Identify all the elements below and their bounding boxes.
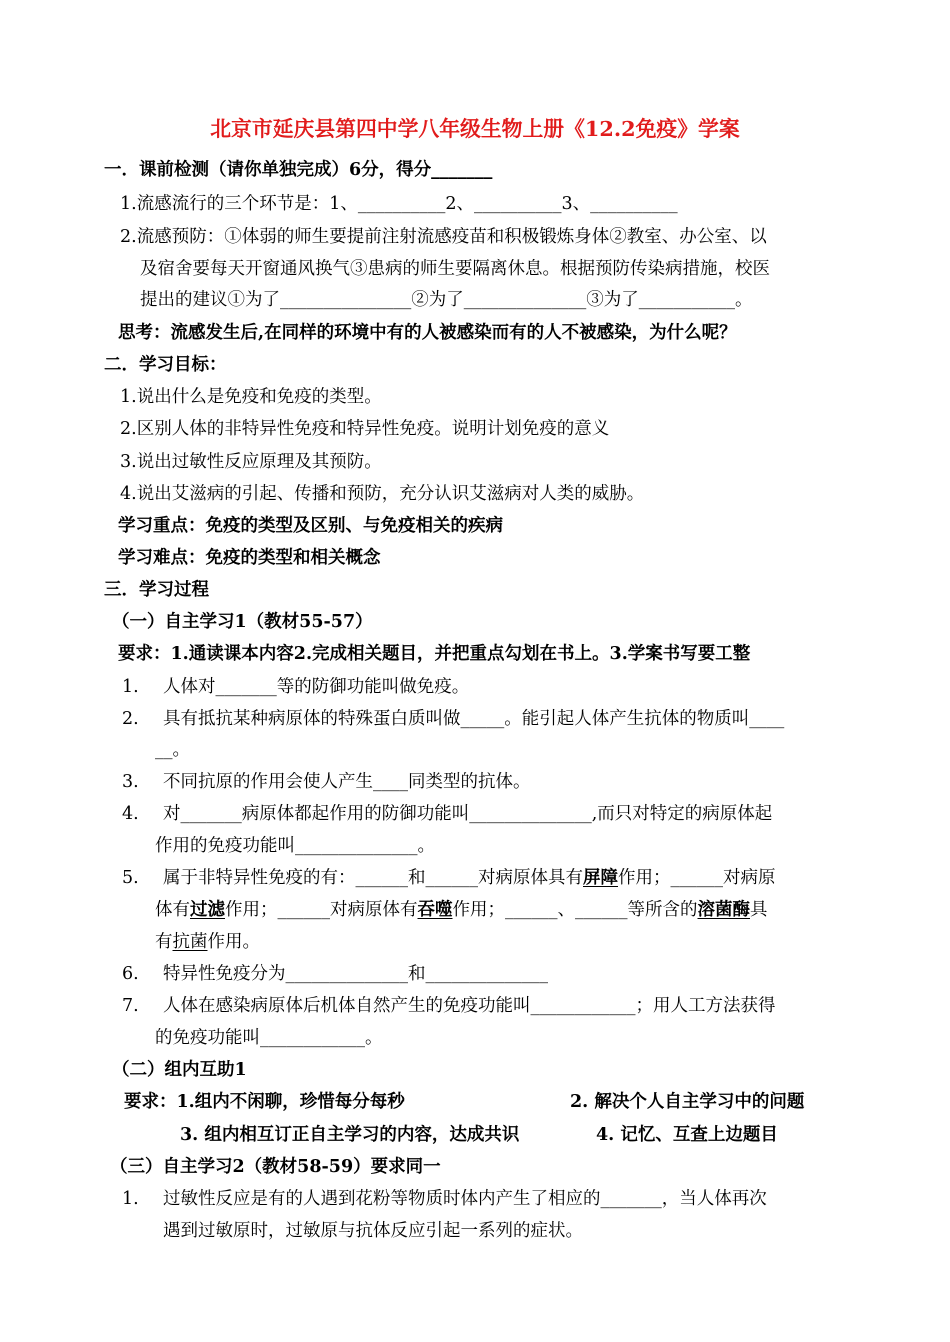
text-run: 作用。 xyxy=(207,932,260,952)
part-2-requirement-2: 2. 解决个人自主学习中的问题 xyxy=(570,1092,805,1112)
study-q7-line2: 的免疫功能叫____________。 xyxy=(155,1028,383,1048)
item-number: 7. xyxy=(122,996,139,1016)
precheck-q2-line1: 2.流感预防：①体弱的师生要提前注射流感疫苗和积极锻炼身体②教室、办公室、以 xyxy=(120,227,767,247)
text-run: 作用；______对病原 xyxy=(618,868,776,888)
think-question: 思考：流感发生后,在同样的环境中有的人被感染而有的人不被感染，为什么呢？ xyxy=(118,323,737,343)
part-2-requirement-3: 3. 组内相互订正自主学习的内容，达成共识 xyxy=(180,1125,520,1145)
text-run: 属于非特异性免疫的有：______和______对病原体具有 xyxy=(163,868,583,888)
text-run: 作用；______对病原体有 xyxy=(225,900,418,920)
text-run: 作用；______、______等所含的 xyxy=(452,900,698,920)
item-number: 6. xyxy=(122,964,139,984)
item-number: 3. xyxy=(122,772,139,792)
term-antibacterial: 抗菌 xyxy=(172,932,208,952)
goal-4: 4.说出艾滋病的引起、传播和预防，充分认识艾滋病对人类的威胁。 xyxy=(120,484,645,504)
study-q4-line2: 作用的免疫功能叫______________。 xyxy=(155,836,435,856)
term-phagocytosis: 吞噬 xyxy=(417,900,453,920)
key-point: 学习重点：免疫的类型及区别、与免疫相关的疾病 xyxy=(118,516,503,536)
page-title: 北京市延庆县第四中学八年级生物上册《12.2免疫》学案 xyxy=(210,116,740,141)
difficult-point: 学习难点：免疫的类型和相关概念 xyxy=(118,548,381,568)
part-1-heading: （一）自主学习1（教材55-57） xyxy=(112,612,373,632)
study-q4-line1: 对_______病原体都起作用的防御功能叫______________,而只对特定的病原体起 xyxy=(163,804,773,824)
goal-1: 1.说出什么是免疫和免疫的类型。 xyxy=(120,387,382,407)
section-2-heading: 二．学习目标： xyxy=(104,355,227,375)
goal-3: 3.说出过敏性反应原理及其预防。 xyxy=(120,452,382,472)
part-3-heading: （三）自主学习2（教材58-59）要求同一 xyxy=(110,1157,441,1177)
part-1-requirements: 要求：1.通读课本内容2.完成相关题目，并把重点勾划在书上。3.学案书写要工整 xyxy=(118,644,751,664)
item-number: 2. xyxy=(122,709,139,729)
study-q5-line2 xyxy=(155,897,768,923)
section-1-heading: 一．课前检测（请你单独完成）6分，得分_______ xyxy=(104,160,493,180)
item-number: 1. xyxy=(122,1189,139,1209)
study-q2-line2: __。 xyxy=(155,740,190,760)
study-q6: 特异性免疫分为______________和______________ xyxy=(163,964,548,984)
text-run: 体有 xyxy=(155,900,190,920)
precheck-q2-line2: 及宿舍要每天开窗通风换气③患病的师生要隔离休息。根据预防传染病措施，校医 xyxy=(140,259,770,279)
text-run: 具 xyxy=(750,900,768,920)
term-lysozyme: 溶菌酶 xyxy=(697,900,750,920)
item-number: 1. xyxy=(122,677,139,697)
term-filter: 过滤 xyxy=(190,900,225,920)
study-q7-line1: 人体在感染病原体后机体自然产生的免疫功能叫____________；用人工方法获得 xyxy=(163,996,776,1016)
study-q1: 人体对_______等的防御功能叫做免疫。 xyxy=(163,677,470,697)
study-q2-line1: 具有抵抗某种病原体的特殊蛋白质叫做_____。能引起人体产生抗体的物质叫____ xyxy=(163,709,785,729)
text-run: 有 xyxy=(155,932,173,952)
section-3-heading: 三．学习过程 xyxy=(104,580,209,600)
term-barrier: 屏障 xyxy=(583,868,618,888)
precheck-q1: 1.流感流行的三个环节是：1、__________2、__________3、__________ xyxy=(120,194,678,214)
allergy-q1-line2: 遇到过敏原时，过敏原与抗体反应引起一系列的症状。 xyxy=(163,1221,583,1241)
precheck-q2-line3: 提出的建议①为了_______________②为了______________③为了___________。 xyxy=(140,290,753,310)
study-q5-line3 xyxy=(155,929,260,955)
allergy-q1-line1: 过敏性反应是有的人遇到花粉等物质时体内产生了相应的_______，当人体再次 xyxy=(163,1189,767,1209)
study-q3: 不同抗原的作用会使人产生____同类型的抗体。 xyxy=(163,772,531,792)
part-2-heading: （二）组内互助1 xyxy=(112,1060,247,1080)
goal-2: 2.区别人体的非特异性免疫和特异性免疫。说明计划免疫的意义 xyxy=(120,419,610,439)
item-number: 5. xyxy=(122,868,139,888)
part-2-requirement-1: 要求：1.组内不闲聊，珍惜每分每秒 xyxy=(124,1092,405,1112)
study-q5-line1 xyxy=(163,865,776,891)
part-2-requirement-4: 4. 记忆、互查上边题目 xyxy=(596,1125,778,1145)
item-number: 4. xyxy=(122,804,139,824)
